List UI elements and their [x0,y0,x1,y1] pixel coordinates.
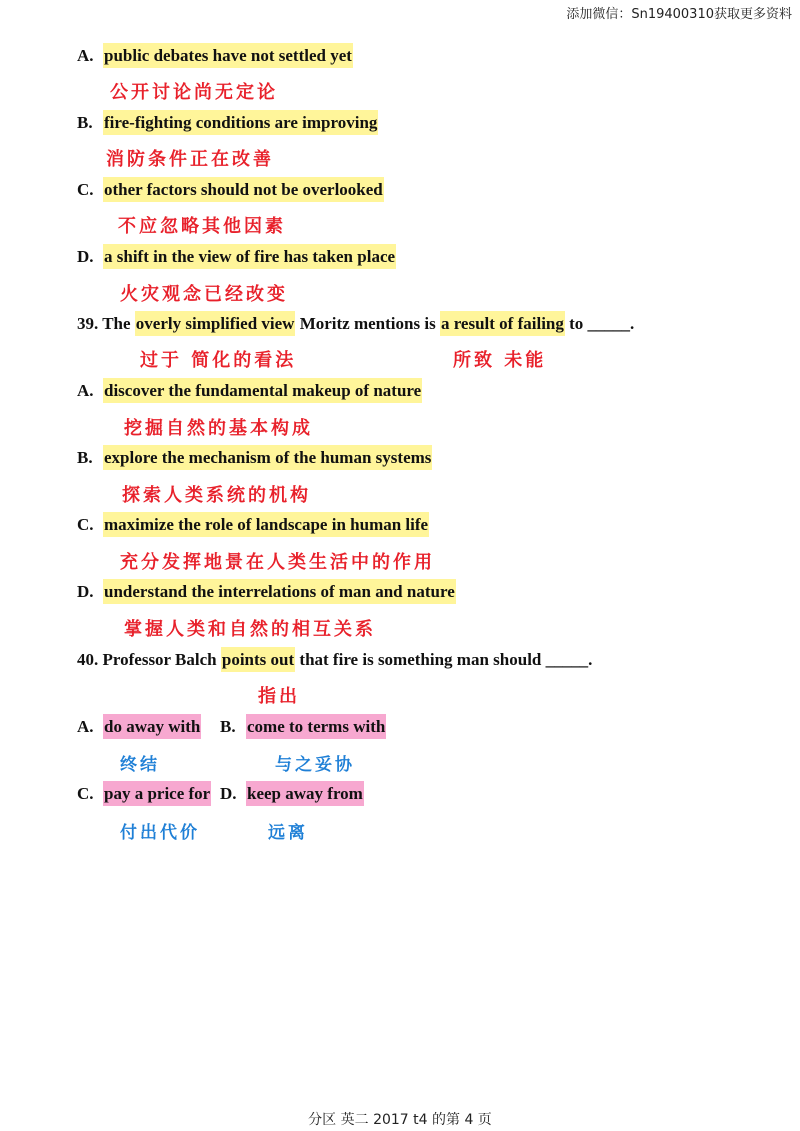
stem-text: Moritz mentions is [299,314,436,333]
page-footer: 分区 英二 2017 t4 的第 4 页 [308,1112,492,1128]
option-text: come to terms with [246,714,386,739]
annotation-note: 充分发挥地景在人类生活中的作用 [120,552,435,573]
q38-option-a [77,45,353,67]
q40-stem [77,649,592,671]
q39-option-c [77,514,429,536]
option-letter: D. [220,784,237,803]
annotation-note: 公开讨论尚无定论 [110,82,278,103]
option-text: other factors should not be overlooked [103,177,384,202]
annotation-note: 火灾观念已经改变 [120,284,288,305]
question-number: 40. Professor Balch [77,650,217,669]
q39-option-a [77,380,422,402]
option-text: understand the interrelations of man and nature [103,579,456,604]
option-text: fire-fighting conditions are improving [103,110,378,135]
highlight-phrase: overly simplified view [135,311,296,336]
option-text: a shift in the view of fire has taken place [103,244,396,269]
option-letter: C. [77,784,94,803]
option-text: discover the fundamental makeup of nature [103,378,422,403]
option-text: do away with [103,714,201,739]
option-text: public debates have not settled yet [103,43,353,68]
annotation-note: 远离 [268,823,308,843]
annotation-note: 终结 [120,755,160,775]
option-letter: D. [77,247,94,266]
annotation-note: 不应忽略其他因素 [118,216,286,237]
q39-option-b [77,447,432,469]
annotation-note: 挖掘自然的基本构成 [124,418,313,439]
q38-option-d [77,246,396,268]
annotation-note: 掌握人类和自然的相互关系 [124,619,376,640]
q38-option-b [77,112,378,134]
annotation-note: 指出 [258,686,300,707]
option-letter: B. [77,113,93,132]
annotation-note: 与之妥协 [275,755,355,775]
annotation-note: 消防条件正在改善 [106,149,274,170]
option-letter: B. [220,717,236,736]
q40-option-c [77,783,211,805]
q39-option-d [77,581,456,603]
option-letter: D. [77,582,94,601]
annotation-note: 所致 未能 [453,350,547,371]
option-text: pay a price for [103,781,211,806]
watermark-text: 添加微信：Sn19400310获取更多资料 [566,7,792,22]
annotation-note: 探索人类系统的机构 [122,485,311,506]
q38-option-c [77,179,384,201]
annotation-note: 付出代价 [120,823,200,843]
option-text: explore the mechanism of the human systems [103,445,432,470]
highlight-phrase: points out [221,647,295,672]
q40-option-a [77,716,201,738]
option-letter: A. [77,717,94,736]
highlight-phrase: a result of failing [440,311,565,336]
option-letter: C. [77,180,94,199]
question-number: 39. The [77,314,131,333]
option-text: keep away from [246,781,364,806]
option-letter: A. [77,381,94,400]
stem-text: to _____. [569,314,635,333]
stem-text: that fire is something man should _____. [299,650,593,669]
option-letter: C. [77,515,94,534]
q40-option-b [220,716,386,738]
q39-stem [77,313,634,335]
annotation-note: 过于 简化的看法 [140,350,297,371]
option-letter: A. [77,46,94,65]
q40-option-d [220,783,364,805]
option-text: maximize the role of landscape in human life [103,512,429,537]
option-letter: B. [77,448,93,467]
